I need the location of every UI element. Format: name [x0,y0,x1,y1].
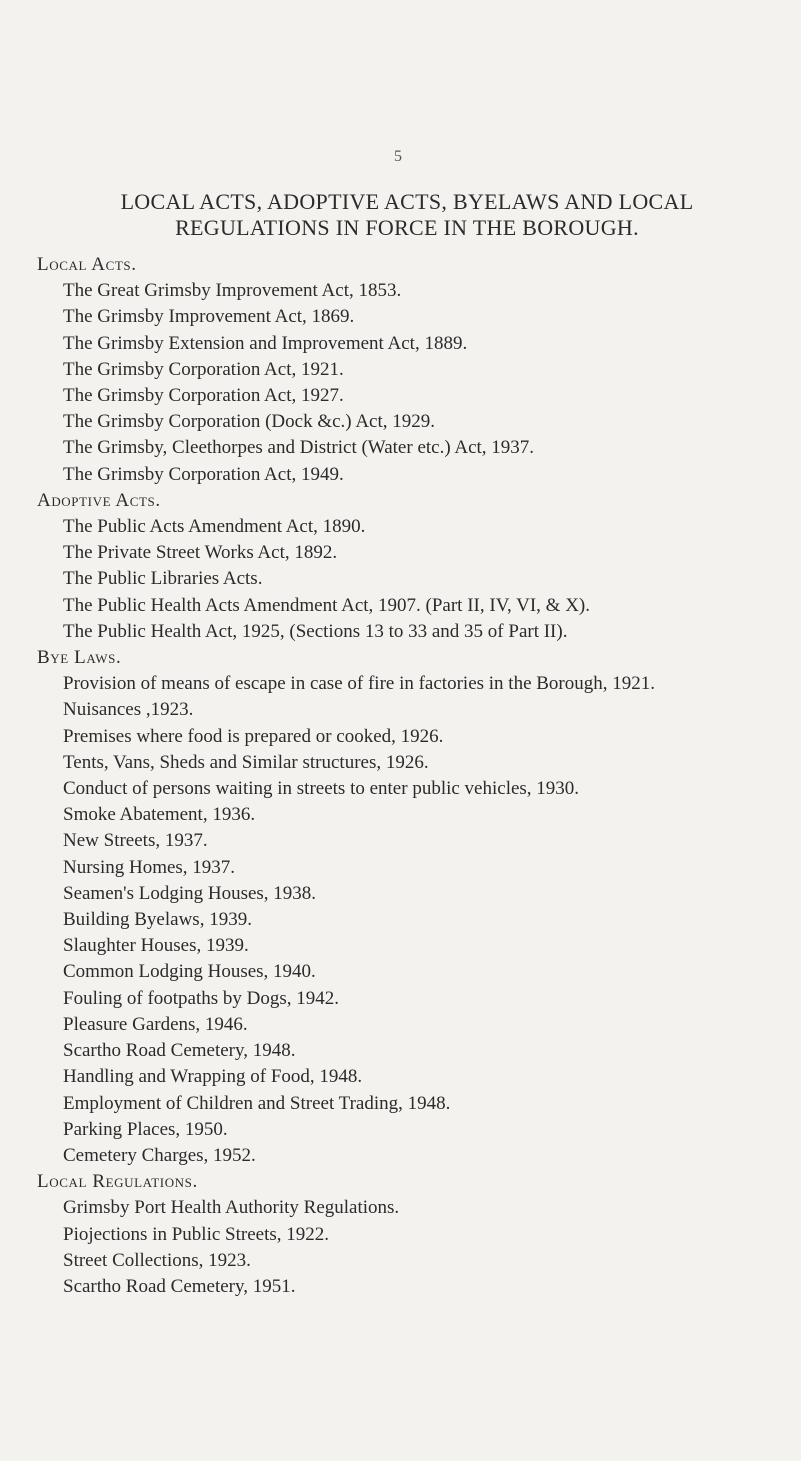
page-number: 5 [394,148,402,165]
list-item: Handling and Wrapping of Food, 1948. [63,1066,363,1088]
list-item: The Public Libraries Acts. [63,568,263,590]
list-item: Piojections in Public Streets, 1922. [63,1223,329,1245]
list-item: The Grimsby Corporation Act, 1949. [63,463,344,485]
list-item: Slaughter Houses, 1939. [63,935,249,957]
list-item: Nuisances ,1923. [63,699,194,721]
list-item: Employment of Children and Street Trading, 1948. [63,1092,451,1114]
list-item: The Public Health Act, 1925, (Sections 13 to 33 and 35 of Part II). [63,620,568,642]
list-item: The Public Health Acts Amendment Act, 1907. (Part II, IV, VI, & X). [63,594,590,616]
list-item: Scartho Road Cemetery, 1951. [63,1275,296,1297]
section-heading-local-acts: Local Acts. [37,254,137,275]
list-item: Cemetery Charges, 1952. [63,1144,256,1166]
title-line-2: REGULATIONS IN FORCE IN THE BOROUGH. [175,215,639,240]
list-item: Street Collections, 1923. [63,1249,251,1271]
list-item: Nursing Homes, 1937. [63,856,236,878]
page-title [67,189,747,241]
list-item: Scartho Road Cemetery, 1948. [63,1040,296,1062]
list-item: Tents, Vans, Sheds and Similar structures, 1926. [63,751,429,773]
list-item: Building Byelaws, 1939. [63,909,252,931]
list-item: Common Lodging Houses, 1940. [63,961,316,983]
list-item: The Private Street Works Act, 1892. [63,542,338,564]
section-heading-adoptive-acts: Adoptive Acts. [37,489,161,511]
list-item: Conduct of persons waiting in streets to enter public vehicles, 1930. [63,778,580,800]
section-heading-local-regulations: Local Regulations. [37,1171,198,1193]
list-item: Parking Places, 1950. [63,1118,228,1140]
list-item: The Grimsby Corporation (Dock &c.) Act, 1929. [63,411,436,433]
list-item: The Grimsby Corporation Act, 1927. [63,385,344,407]
list-item: New Streets, 1937. [63,830,208,852]
list-item: Premises where food is prepared or cooked, 1926. [63,725,444,747]
acts-list [37,252,767,1300]
list-item: The Great Grimsby Improvement Act, 1853. [63,280,402,302]
list-item: Smoke Abatement, 1936. [63,804,256,826]
list-item: The Grimsby Improvement Act, 1869. [63,306,355,328]
list-item: The Grimsby Extension and Improvement Act, 1889. [63,332,468,354]
list-item: Grimsby Port Health Authority Regulations. [63,1197,400,1219]
section-heading-bye-laws: Bye Laws. [37,647,122,669]
list-item: The Public Acts Amendment Act, 1890. [63,516,366,538]
list-item: Fouling of footpaths by Dogs, 1942. [63,987,340,1009]
list-item: Provision of means of escape in case of fire in factories in the Borough, 1921. [63,673,656,695]
list-item: Seamen's Lodging Houses, 1938. [63,882,317,904]
title-line-1: LOCAL ACTS, ADOPTIVE ACTS, BYELAWS AND LOCAL [120,189,694,214]
list-item: The Grimsby, Cleethorpes and District (Water etc.) Act, 1937. [63,437,535,459]
list-item: Pleasure Gardens, 1946. [63,1013,248,1035]
list-item: The Grimsby Corporation Act, 1921. [63,358,344,380]
